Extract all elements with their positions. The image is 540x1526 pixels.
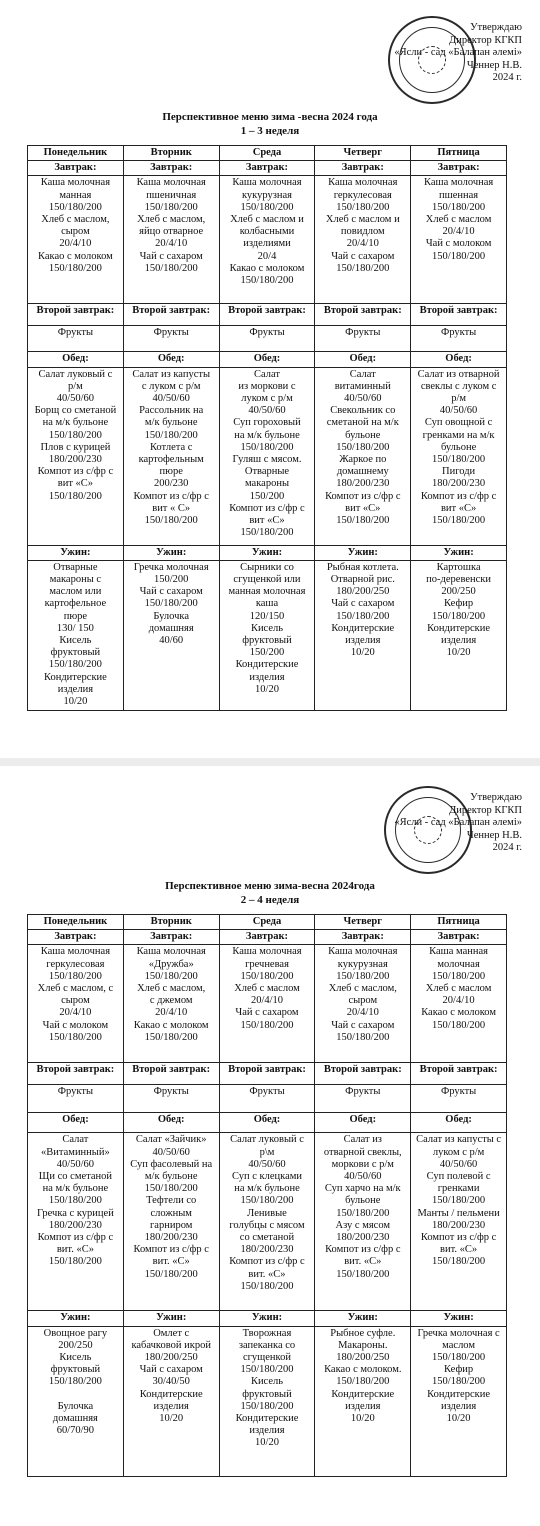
menu-page-2: [0, 766, 540, 1526]
dish-cell: Каша молочная пшеничная 150/180/200 Хлеб с маслом, яйцо отварное 20/4/10 Чай с сахаром 150/180/200: [123, 176, 219, 304]
approval-line: «Ясли - сад «Балапан әлемі»: [394, 47, 522, 58]
meal-label: Ужин:: [219, 1311, 315, 1326]
day-header: Четверг: [315, 146, 411, 161]
dish-cell: Гречка молочная 150/200 Чай с сахаром 150/180/200 Булочка домашняя 40/60: [123, 560, 219, 710]
approval-line: Директор КГКП: [449, 34, 522, 46]
meal-label: Завтрак:: [411, 930, 507, 945]
dish-cell: Фрукты: [315, 326, 411, 352]
meal-label: Второй завтрак:: [219, 304, 315, 326]
meal-label: Обед:: [411, 352, 507, 367]
dish-cell: Салат «Витаминный» 40/50/60 Щи со сметаной на м/к бульоне 150/180/200 Гречка с курицей 180/200/230 Компот из с/фр с вит. «С» 150/180/200: [28, 1133, 124, 1311]
day-header: Понедельник: [28, 915, 124, 930]
dish-cell: Фрукты: [28, 326, 124, 352]
meal-label: Завтрак:: [219, 161, 315, 176]
dish-cell: Омлет с кабачковой икрой 180/200/250 Чай с сахаром 30/40/50 Кондитерские изделия 10/20: [123, 1326, 219, 1476]
dish-cell: Салат луковый с р\м 40/50/60 Суп с клецками на м/к бульоне 150/180/200 Ленивые голубцы с мясом со сметаной 180/200/230 Компот из с/фр с вит. «С» 150/180/200: [219, 1133, 315, 1311]
approval-line: Утверждаю: [470, 792, 522, 803]
dish-cell: Каша молочная манная 150/180/200 Хлеб с маслом, сыром 20/4/10 Какао с молоком 150/180/200: [28, 176, 124, 304]
meal-label: Завтрак:: [123, 930, 219, 945]
meal-label: Завтрак:: [411, 161, 507, 176]
menu-week: 2 – 4 неделя: [240, 894, 300, 906]
day-header: Вторник: [123, 146, 219, 161]
meal-label: Завтрак:: [219, 930, 315, 945]
day-header: Пятница: [411, 915, 507, 930]
dish-cell: Каша молочная «Дружба» 150/180/200 Хлеб с маслом, с джемом 20/4/10 Какао с молоком 150/180/200: [123, 945, 219, 1063]
day-header: Пятница: [411, 146, 507, 161]
meal-label: Ужин:: [411, 1311, 507, 1326]
meal-label: Ужин:: [315, 1311, 411, 1326]
dish-cell: Отварные макароны с маслом или картофельное пюре 130/ 150 Кисель фруктовый 150/180/200 Кондитерские изделия 10/20: [28, 560, 124, 710]
approval-line: Ченнер Н.В.: [466, 829, 522, 841]
day-header: Среда: [219, 146, 315, 161]
dish-cell: Рыбная котлета. Отварной рис. 180/200/250 Чай с сахаром 150/180/200 Кондитерские изделия 10/20: [315, 560, 411, 710]
menu-table: [27, 145, 507, 711]
menu-table: [27, 914, 507, 1477]
dish-cell: Каша молочная пшенная 150/180/200 Хлеб с маслом 20/4/10 Чай с молоком 150/180/200: [411, 176, 507, 304]
dish-cell: Салат из капусты с луком с р/м 40/50/60 Суп полевой с гренками 150/180/200 Манты / пельмени 180/200/230 Компот из с/фр с вит. «С» 150/180/200: [411, 1133, 507, 1311]
meal-label: Ужин:: [28, 1311, 124, 1326]
meal-label: Ужин:: [411, 545, 507, 560]
meal-label: Второй завтрак:: [28, 304, 124, 326]
meal-label: Второй завтрак:: [411, 304, 507, 326]
dish-cell: Каша молочная геркулесовая 150/180/200 Хлеб с маслом и повидлом 20/4/10 Чай с сахаром 150/180/200: [315, 176, 411, 304]
approval-line: 2024 г.: [492, 72, 522, 83]
dish-cell: Фрукты: [219, 1085, 315, 1113]
approval-block: [352, 22, 522, 85]
dish-cell: Рыбное суфле. Макароны. 180/200/250 Какао с молоком. 150/180/200 Кондитерские изделия 10/20: [315, 1326, 411, 1476]
meal-label: Второй завтрак:: [123, 1063, 219, 1085]
meal-label: Обед:: [123, 352, 219, 367]
dish-cell: Фрукты: [28, 1085, 124, 1113]
meal-label: Ужин:: [28, 545, 124, 560]
day-header: Понедельник: [28, 146, 124, 161]
day-header: Вторник: [123, 915, 219, 930]
meal-label: Обед:: [28, 352, 124, 367]
dish-cell: Каша молочная геркулесовая 150/180/200 Хлеб с маслом, с сыром 20/4/10 Чай с молоком 150/180/200: [28, 945, 124, 1063]
dish-cell: Каша манная молочная 150/180/200 Хлеб с маслом 20/4/10 Какао с молоком 150/180/200: [411, 945, 507, 1063]
dish-cell: Каша молочная кукурузная 150/180/200 Хлеб с маслом, сыром 20/4/10 Чай с сахаром 150/180/200: [315, 945, 411, 1063]
dish-cell: Фрукты: [411, 326, 507, 352]
meal-label: Обед:: [219, 352, 315, 367]
menu-title: Перспективное меню зима-весна 2024года: [165, 880, 375, 892]
meal-label: Второй завтрак:: [315, 304, 411, 326]
meal-label: Обед:: [219, 1113, 315, 1133]
meal-label: Ужин:: [219, 545, 315, 560]
meal-label: Завтрак:: [315, 161, 411, 176]
dish-cell: Творожная запеканка со сгущенкой 150/180/200 Кисель фруктовый 150/180/200 Кондитерские изделия 10/20: [219, 1326, 315, 1476]
dish-cell: Фрукты: [123, 326, 219, 352]
meal-label: Завтрак:: [28, 161, 124, 176]
dish-cell: Овощное рагу 200/250 Кисель фруктовый 150/180/200 Булочка домашняя 60/70/90: [28, 1326, 124, 1476]
meal-label: Завтрак:: [28, 930, 124, 945]
approval-block: [352, 792, 522, 855]
dish-cell: Фрукты: [315, 1085, 411, 1113]
approval-line: Директор КГКП: [449, 804, 522, 816]
meal-label: Обед:: [315, 1113, 411, 1133]
approval-line: «Ясли - сад «Балапан әлемі»: [394, 817, 522, 828]
meal-label: Второй завтрак:: [411, 1063, 507, 1085]
menu-week: 1 – 3 неделя: [240, 125, 300, 137]
meal-label: Завтрак:: [315, 930, 411, 945]
dish-cell: Салат «Зайчик» 40/50/60 Суп фасолевый на м/к бульоне 150/180/200 Тефтели со сложным гарниром 180/200/230 Компот из с/фр с вит. «С» 150/180/200: [123, 1133, 219, 1311]
dish-cell: Салат из капусты с луком с р/м 40/50/60 Рассольник на м/к бульоне 150/180/200 Котлета с картофельным пюре 200/230 Компот из с/фр с вит « С» 150/180/200: [123, 367, 219, 545]
meal-label: Второй завтрак:: [123, 304, 219, 326]
meal-label: Второй завтрак:: [315, 1063, 411, 1085]
meal-label: Ужин:: [315, 545, 411, 560]
meal-label: Завтрак:: [123, 161, 219, 176]
menu-page-1: [0, 0, 540, 758]
day-header: Среда: [219, 915, 315, 930]
dish-cell: Фрукты: [123, 1085, 219, 1113]
meal-label: Обед:: [123, 1113, 219, 1133]
approval-line: Ченнер Н.В.: [466, 59, 522, 71]
meal-label: Обед:: [28, 1113, 124, 1133]
dish-cell: Гречка молочная с маслом 150/180/200 Кефир 150/180/200 Кондитерские изделия 10/20: [411, 1326, 507, 1476]
meal-label: Второй завтрак:: [219, 1063, 315, 1085]
meal-label: Ужин:: [123, 1311, 219, 1326]
menu-title: Перспективное меню зима -весна 2024 года: [162, 111, 378, 123]
dish-cell: Салат витаминный 40/50/60 Свекольник со сметаной на м/к бульоне 150/180/200 Жаркое по домашнему 180/200/230 Компот из с/фр с вит «С» 150/180/200: [315, 367, 411, 545]
dish-cell: Салат луковый с р/м 40/50/60 Борщ со сметаной на м/к бульоне 150/180/200 Плов с курицей 180/200/230 Компот из с/фр с вит «С» 150/180/200: [28, 367, 124, 545]
approval-line: 2024 г.: [492, 842, 522, 853]
meal-label: Обед:: [411, 1113, 507, 1133]
meal-label: Ужин:: [123, 545, 219, 560]
dish-cell: Каша молочная кукурузная 150/180/200 Хлеб с маслом и колбасными изделиями 20/4 Какао с молоком 150/180/200: [219, 176, 315, 304]
dish-cell: Салат из отварной свеклы, моркови с р/м 40/50/60 Суп харчо на м/к бульоне 150/180/200 Азу с мясом 180/200/230 Компот из с/фр с вит. «С» 150/180/200: [315, 1133, 411, 1311]
approval-line: Утверждаю: [470, 22, 522, 33]
meal-label: Второй завтрак:: [28, 1063, 124, 1085]
meal-label: Обед:: [315, 352, 411, 367]
day-header: Четверг: [315, 915, 411, 930]
dish-cell: Фрукты: [411, 1085, 507, 1113]
dish-cell: Картошка по-деревенски 200/250 Кефир 150/180/200 Кондитерские изделия 10/20: [411, 560, 507, 710]
dish-cell: Фрукты: [219, 326, 315, 352]
dish-cell: Сырники со сгущенкой или манная молочная каша 120/150 Кисель фруктовый 150/200 Кондитерские изделия 10/20: [219, 560, 315, 710]
dish-cell: Салат из моркови с луком с р/м 40/50/60 Суп гороховый на м/к бульоне 150/180/200 Гуляш с мясом. Отварные макароны 150/200 Компот из с/фр с вит «С» 150/180/200: [219, 367, 315, 545]
dish-cell: Салат из отварной свеклы с луком с р/м 40/50/60 Суп овощной с гренками на м/к бульоне 150/180/200 Пигоди 180/200/230 Компот из с/фр с вит «С» 150/180/200: [411, 367, 507, 545]
dish-cell: Каша молочная гречневая 150/180/200 Хлеб с маслом 20/4/10 Чай с сахаром 150/180/200: [219, 945, 315, 1063]
